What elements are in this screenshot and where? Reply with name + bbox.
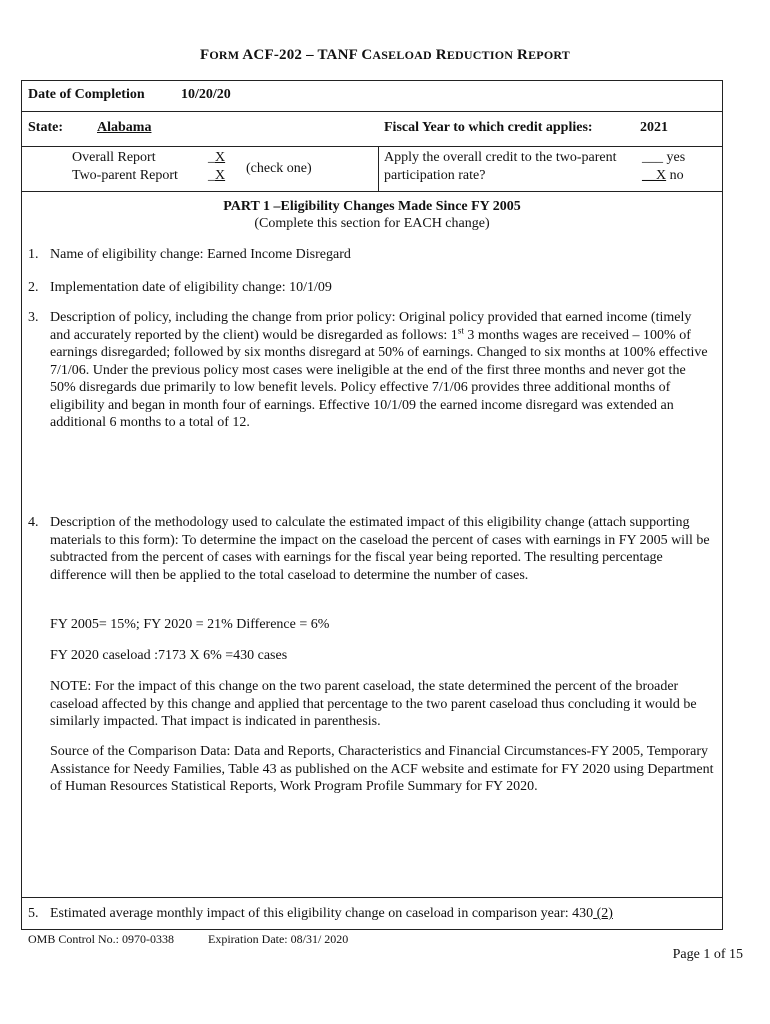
item-number: 4. [28, 515, 39, 530]
date-value: 10/20/20 [181, 87, 231, 102]
list-item [28, 514, 710, 584]
divider [21, 897, 723, 898]
item-text: Implementation date of eligibility change: 10/1/09 [50, 280, 332, 295]
overall-report-checkbox[interactable]: _X [208, 150, 226, 165]
state-value: Alabama [97, 120, 152, 135]
item-number: 2. [28, 280, 39, 295]
list-item [28, 905, 718, 923]
page-number: Page 1 of 15 [672, 947, 743, 962]
expiration-date: Expiration Date: 08/31/ 2020 [208, 932, 349, 946]
source-paragraph: Source of the Comparison Data: Data and Reports, Characteristics and Financial Circumstances-FY 2005, Temporary Assistance for Needy Families, Table 43 as published on the ACF website and estimate for FY 2020 using Department of Human Resources Statistical Reports, Work Program Profile Summary for FY 2020. [50, 744, 714, 794]
item-text: Name of eligibility change: Earned Income Disregard [50, 247, 351, 262]
item-text: Description of the methodology used to calculate the estimated impact of this eligibility change (attach supporting materials to this form): To determine the impact on the caseload the percent of cases with earnings in FY 2005 will be subtracted from the percent of cases with earnings for the fiscal year being reported. The resulting percentage difference will then be applied to the total caseload to determine the number of cases. [50, 515, 710, 583]
item-text: Description of policy, including the change from prior policy: Original policy provided that earned income (timely and accurately reported by the client) would be disregarded as follows: 1st 3 months wages are received – 100% of earnings disregarded; followed by six months disregard at 50% of earnings. Changed to six months at 100% effective 7/1/06. Under the previous policy most cases were ineligible at the end of the first three months and never got the 50% disregards due primarily to low benefit levels. Policy effective 7/1/06 provides three additional months of eligibility and began in month four of earnings. Effective 10/1/09 the earned income disregard was extended an additional 6 months to a total of 12. [50, 310, 708, 430]
two-parent-report-checkbox[interactable]: _X [208, 168, 226, 183]
item-number: 1. [28, 247, 39, 262]
item-number: 3. [28, 310, 39, 325]
omb-control-number: OMB Control No.: 0970-0338 [28, 932, 175, 946]
part1-heading: PART 1 –Eligibility Changes Made Since FY 2005 [223, 199, 521, 214]
list-item [28, 279, 718, 297]
check-one-hint: (check one) [246, 161, 312, 176]
date-label: Date of Completion [28, 87, 145, 102]
fiscal-year-value: 2021 [640, 120, 668, 135]
divider [21, 191, 723, 192]
impact-value: 430 [572, 906, 594, 921]
form-title: FORM ACF-202 – TANF CASELOAD REDUCTION REPORT [199, 47, 571, 63]
apply-credit-question: Apply the overall credit to the two-parent [384, 150, 617, 165]
item-number: 5. [28, 906, 39, 921]
item-text: Estimated average monthly impact of this eligibility change on caseload in comparison year: 430 (2) [50, 906, 613, 921]
apply-credit-question-2: participation rate? [384, 168, 486, 183]
divider-vertical [378, 147, 379, 191]
note-paragraph: NOTE: For the impact of this change on the two parent caseload, the state determined the percent of the broader caseload affected by this change and applied that percentage to the two parent caseload thus concluding it would be similarly impacted. That impact is indicated in parenthesis. [50, 679, 697, 729]
fiscal-year-label: Fiscal Year to which credit applies: [384, 120, 593, 135]
divider [21, 146, 723, 147]
calc-line-2: FY 2020 caseload :7173 X 6% =430 cases [50, 648, 288, 663]
part1-subheading: (Complete this section for EACH change) [254, 216, 490, 231]
apply-credit-no-option[interactable]: __X no [642, 168, 684, 183]
apply-credit-yes-option[interactable]: ___ yes [642, 150, 686, 165]
calc-line-1: FY 2005= 15%; FY 2020 = 21% Difference = 6% [50, 617, 330, 632]
impact-two-parent: (2) [596, 906, 613, 921]
list-item [28, 246, 718, 264]
overall-report-label: Overall Report [72, 150, 156, 165]
two-parent-report-label: Two-parent Report [72, 168, 178, 183]
state-label: State: [28, 120, 63, 135]
divider [21, 111, 723, 112]
list-item [28, 309, 710, 432]
